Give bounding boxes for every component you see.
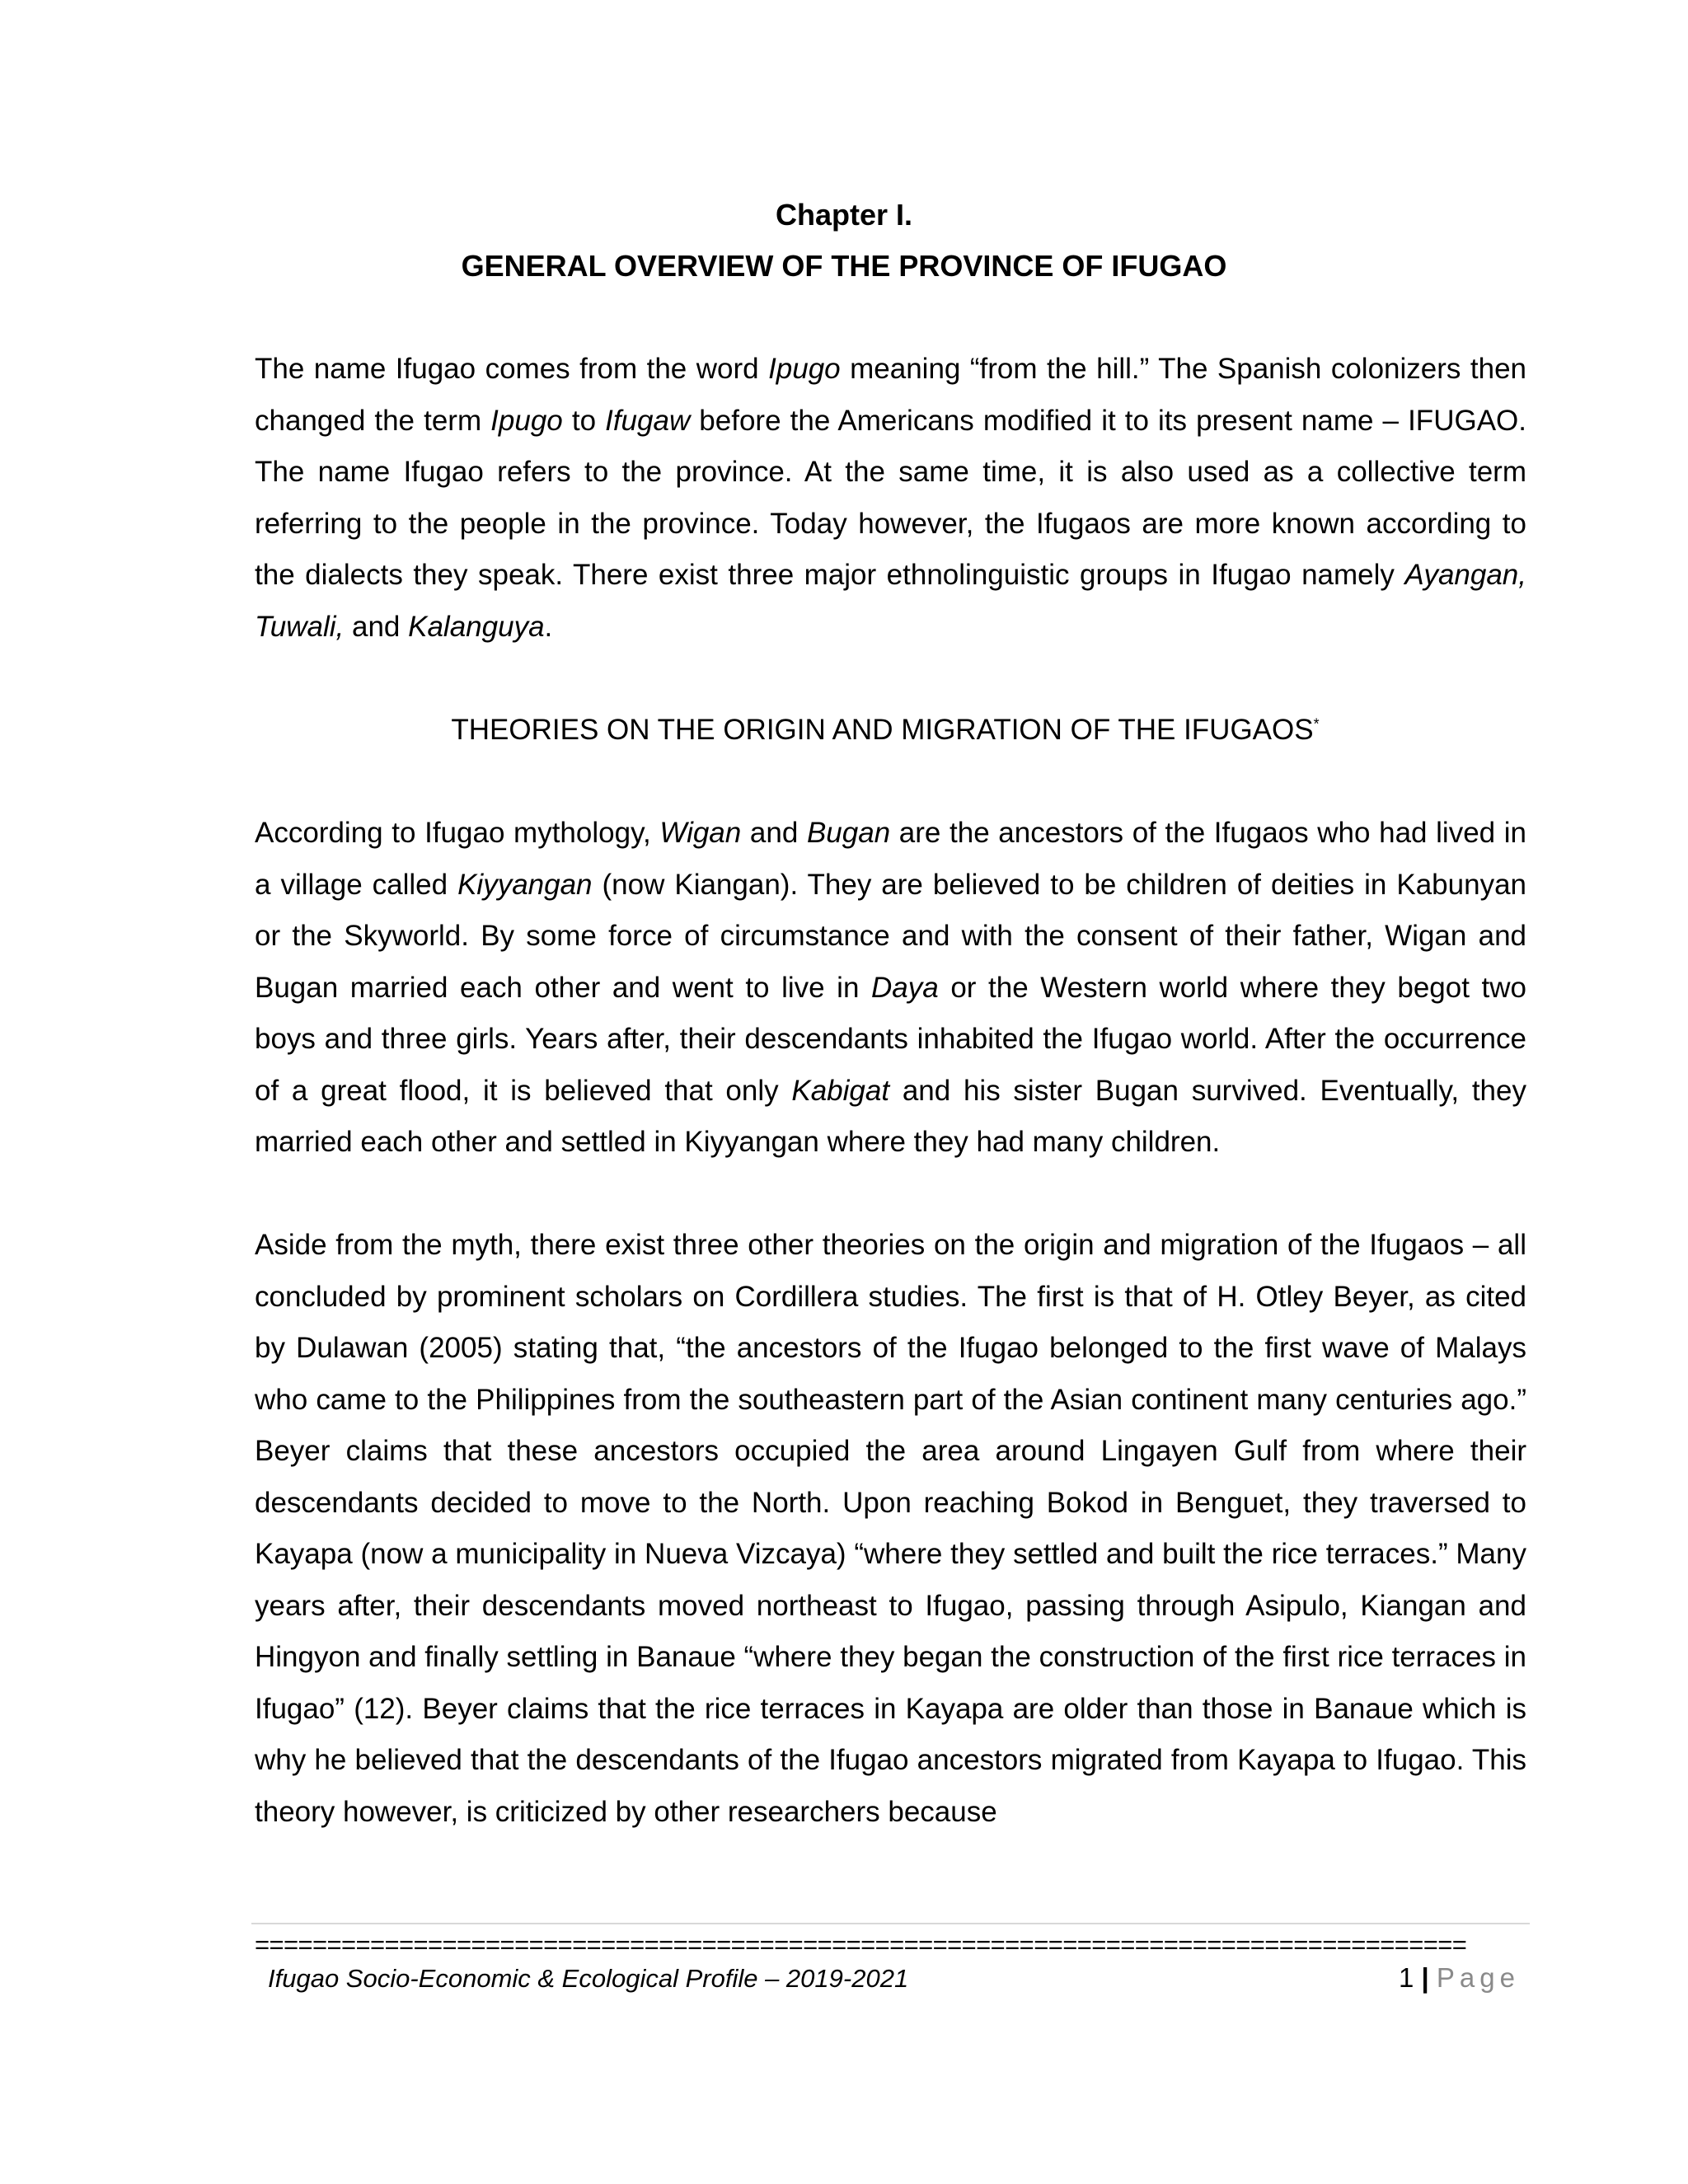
section-heading-text: THEORIES ON THE ORIGIN AND MIGRATION OF THE IFUGAOS	[451, 714, 1314, 746]
footer-document-title: Ifugao Socio-Economic & Ecological Profile – 2019-2021	[268, 1964, 909, 1993]
italic-term: Ipugo	[768, 353, 841, 385]
italic-term: Kalanguya	[408, 610, 545, 643]
italic-term: Bugan	[806, 817, 891, 849]
italic-term: Wigan	[659, 817, 742, 849]
page-number-value: 1	[1398, 1962, 1414, 1993]
paragraph-mythology: According to Ifugao mythology, Wigan and Bugan are the ancestors of the Ifugaos who had lived in a village called Kiyyangan (now Kiangan). They are believed to be children of deities in Kabunyan or the Skyworld. By some force of circumstance and with the consent of their father, Wigan and Bugan married each other and went to live in Daya or the Western world where they begot two boys and three girls. Years after, their descendants inhabited the Ifugao world. After the occurrence of a great flood, it is believed that only Kabigat and his sister Bugan survived. Eventually, they married each other and settled in Kiyyangan where they had many children.	[255, 817, 1527, 1158]
footer-separator: ====================================================================================	[255, 1930, 1467, 1959]
paragraph-name-origin: The name Ifugao comes from the word Ipugo meaning “from the hill.” The Spanish colonizers then changed the term Ipugo to Ifugaw before the Americans modified it to its present name – IFUGAO. The name Ifugao refers to the province. At the same time, it is also used as a collective term referring to the people in the province. Today however, the Ifugaos are more known according to the dialects they speak. There exist three major ethnolinguistic groups in Ifugao namely Ayangan, Tuwali, and Kalanguya.	[255, 353, 1526, 643]
page-number	[1399, 1962, 1520, 1994]
italic-term: Kiyyangan	[457, 868, 593, 901]
page-divider: |	[1421, 1962, 1429, 1993]
chapter-label: Chapter I.	[775, 198, 913, 232]
italic-term: Ipugo	[490, 404, 563, 437]
chapter-title: GENERAL OVERVIEW OF THE PROVINCE OF IFUGAO	[461, 249, 1227, 283]
paragraph-beyer-theory: Aside from the myth, there exist three other theories on the origin and migration of the Ifugaos – all concluded by prominent scholars on Cordillera studies. The first is that of H. Otley Beyer, as cited by Dulawan (2005) stating that, “the ancestors of the Ifugao belonged to the first wave of Malays who came to the Philippines from the southeastern part of the Asian continent many centuries ago.” Beyer claims that these ancestors occupied the area around Lingayen Gulf from where their descendants decided to move to the North. Upon reaching Bokod in Benguet, they traversed to Kayapa (now a municipality in Nueva Vizcaya) “where they settled and built the rice terraces.” Many years after, their descendants moved northeast to Ifugao, passing through Asipulo, Kiangan and Hingyon and finally settling in Banaue “where they began the construction of the first rice terraces in Ifugao” (12). Beyer claims that the rice terraces in Kayapa are older than those in Banaue which is why he believed that the descendants of the Ifugao ancestors migrated from Kayapa to Ifugao. This theory however, is criticized by other researchers because	[255, 1229, 1526, 1828]
italic-term: Daya	[871, 971, 939, 1004]
footer-rule	[251, 1923, 1530, 1924]
italic-term: Ayangan, Tuwali,	[255, 559, 1526, 643]
page-label: Page	[1436, 1962, 1520, 1993]
italic-term: Ifugaw	[605, 404, 691, 437]
footnote-marker: *	[1313, 715, 1320, 733]
section-heading	[0, 714, 1688, 747]
italic-term: Kabigat	[791, 1074, 890, 1107]
